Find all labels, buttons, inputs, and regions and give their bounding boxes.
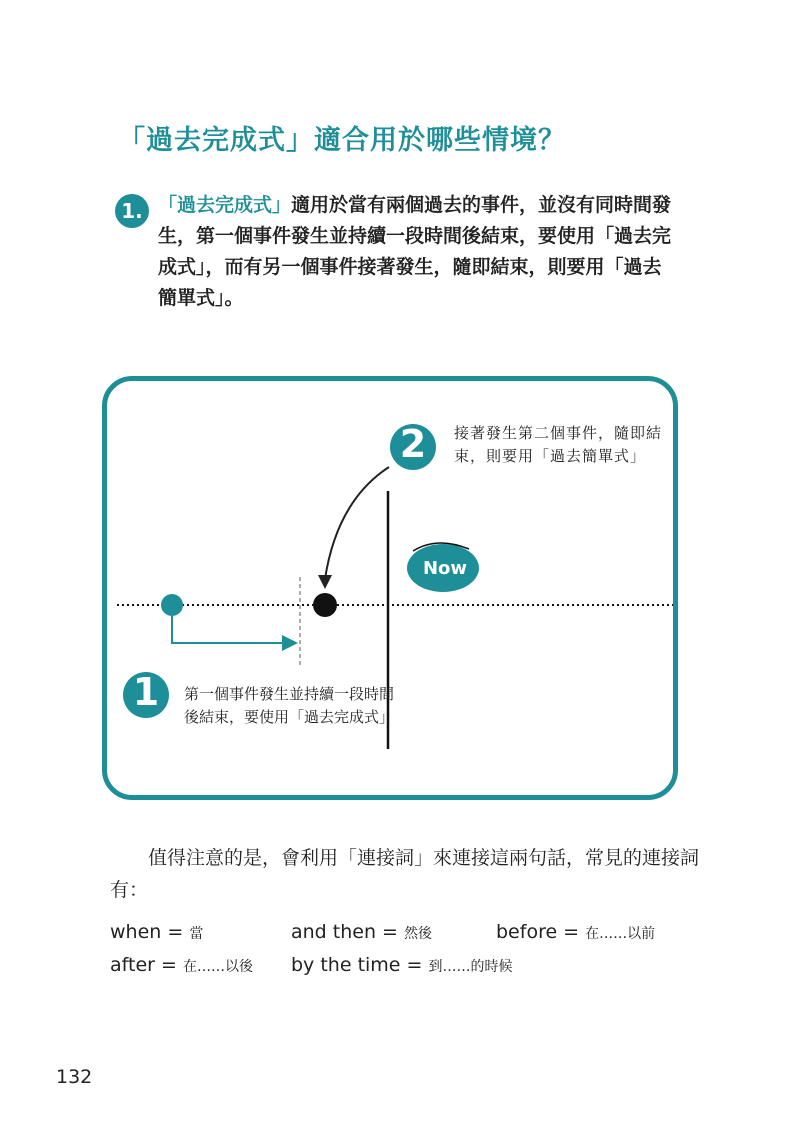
conjunction-en: when = <box>110 921 190 943</box>
conjunction-en: after = <box>110 954 183 976</box>
point-number-badge: 1. <box>115 194 149 228</box>
duration-arrow-head <box>282 635 298 651</box>
curved-arrow <box>325 467 389 579</box>
conjunction-item <box>291 954 513 976</box>
duration-arrow-line <box>172 616 282 643</box>
conjunction-zh: 當 <box>189 926 204 942</box>
point-paragraph <box>158 190 678 314</box>
conjunction-zh: 到……的時候 <box>428 959 513 975</box>
page-number: 132 <box>56 1066 93 1088</box>
conjunction-item <box>496 921 655 943</box>
conjunction-zh: 在……以前 <box>585 926 656 942</box>
event2-dot <box>313 593 337 617</box>
event1-dot <box>161 594 183 616</box>
section-heading: 「過去完成式」適合用於哪些情境？ <box>118 125 566 156</box>
conjunction-en: by the time = <box>291 954 429 976</box>
timeline-diagram <box>102 376 678 800</box>
body-paragraph: 值得注意的是，會利用「連接詞」來連接這兩句話，常見的連接詞有： <box>110 847 700 901</box>
point-text: 適用於當有兩個過去的事件，並沒有同時間發生，第一個事件發生並持續一段時間後結束，要使用「過去完成式」，而有另一個事件接著發生，隨即結束，則要用「過去簡單式」。 <box>158 194 672 309</box>
conjunction-zh: 然後 <box>404 926 433 942</box>
step2-text: 接著發生第二個事件，隨即結束，則要用「過去簡單式」 <box>454 424 663 465</box>
step1-number: 1 <box>132 670 160 714</box>
conjunction-en: and then = <box>291 921 405 943</box>
now-label: Now <box>422 558 468 579</box>
point-highlight: 「過去完成式」 <box>158 194 292 216</box>
step1-text: 第一個事件發生並持續一段時間後結束，要使用「過去完成式」 <box>184 685 395 726</box>
curved-arrow-head <box>318 575 332 589</box>
conjunction-item <box>110 921 203 943</box>
conjunction-item <box>291 921 432 943</box>
conjunction-item <box>110 954 253 976</box>
conjunction-zh: 在……以後 <box>182 959 253 975</box>
conjunction-en: before = <box>496 921 586 943</box>
step2-number: 2 <box>399 422 427 466</box>
